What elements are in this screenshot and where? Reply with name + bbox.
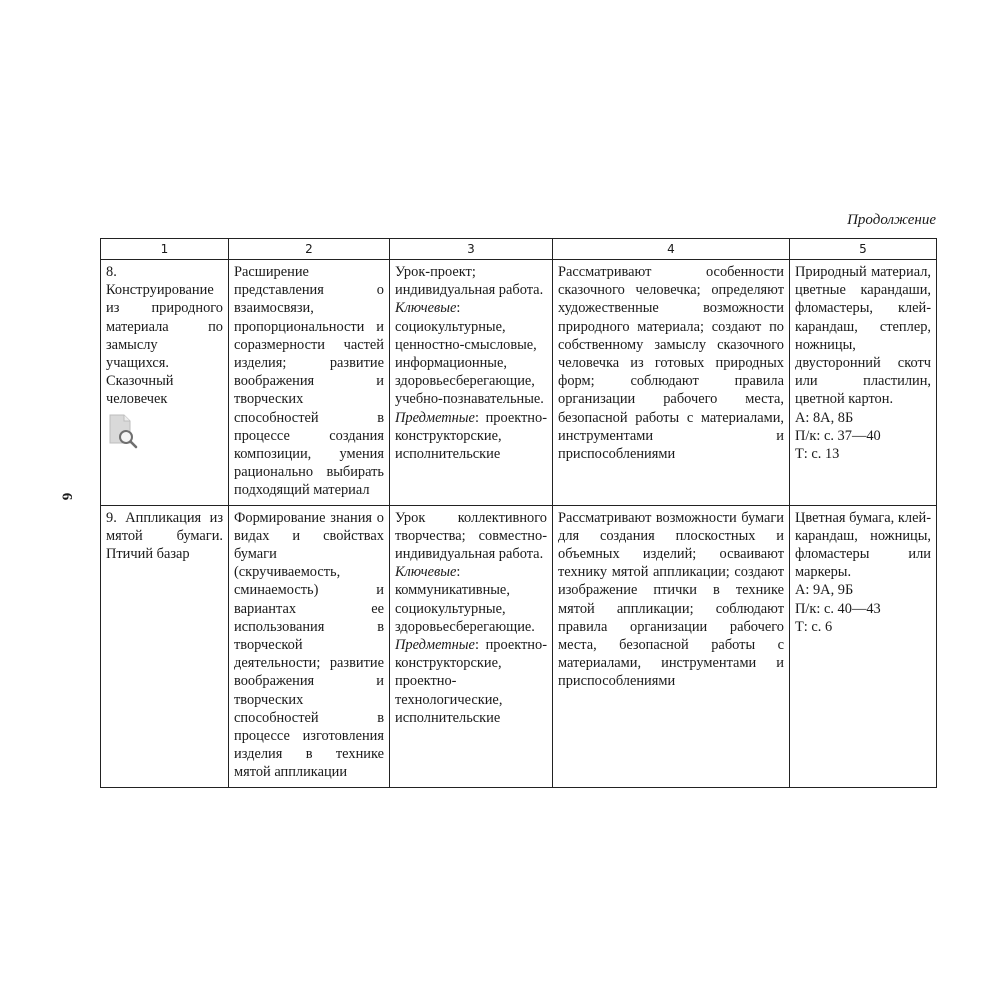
continuation-label: Продолжение	[847, 212, 936, 228]
album-reference: А: 8А, 8Б	[795, 409, 854, 426]
lesson-plan-table	[100, 238, 937, 788]
lesson-topic-cell	[101, 505, 229, 787]
textbook-reference: П/к: с. 40—43	[795, 600, 881, 617]
student-activities-cell	[553, 505, 790, 787]
subject-competencies	[395, 636, 547, 727]
key-label: Ключевые	[395, 300, 457, 317]
lesson-goals: Расширение представления о взаимосвязи, пропорциональности и соразмерности частей изделия; развитие воображения и творческих способностей в процессе создания композиции, умения рационально выбирать подходящий материал	[234, 264, 384, 499]
materials-list: Цветная бумага, клей-карандаш, ножницы, фломастеры или маркеры.	[795, 509, 931, 581]
album-reference: А: 9А, 9Б	[795, 582, 854, 599]
table-header-row	[101, 239, 937, 260]
materials-cell	[790, 260, 937, 506]
column-header: 3	[390, 239, 553, 260]
lesson-type: Урок-проект; индивидуальная работа.	[395, 264, 544, 299]
materials-list: Природный материал, цветные карандаши, фломастеры, клей-карандаш, степлер, ножницы, двусторонний скотч или пластилин, цветной картон.	[795, 264, 931, 408]
workbook-reference: Т: с. 6	[795, 618, 833, 635]
lesson-topic: 9. Аппликация из мятой бумаги. Птичий базар	[106, 509, 223, 563]
subject-text: : проектно-конструкторские, проектно-технологические, исполнительские	[395, 637, 547, 726]
lesson-topic: 8. Конструирование из природного материала по замыслу учащихся. Сказочный человечек	[106, 264, 223, 408]
lesson-type-cell	[390, 260, 553, 506]
key-label: Ключевые	[395, 564, 457, 581]
table-row	[101, 260, 937, 506]
subject-label: Предметные	[395, 637, 475, 654]
subject-competencies	[395, 409, 547, 464]
key-text: : социокультурные, ценностно-смысловые, информационные, здоровьесберегающие, учебно-познавательные.	[395, 300, 544, 408]
key-competencies	[395, 563, 547, 636]
column-header: 2	[229, 239, 390, 260]
lesson-goals-cell	[229, 260, 390, 506]
lesson-topic-cell	[101, 260, 229, 506]
document-search-icon[interactable]	[106, 413, 140, 449]
textbook-reference: П/к: с. 37—40	[795, 427, 881, 444]
student-activities: Рассматривают возможности бумаги для создания плоскостных и объемных изделий; осваивают технику мятой аппликации; создают изображение птички в технике мятой аппликации; соблюдают правила организации рабочего места, безопасной работы с материалами, инструментами и приспособлениями	[558, 509, 784, 690]
lesson-goals-cell	[229, 505, 390, 787]
student-activities: Рассматривают особенности сказочного человечка; определяют художественные возможности природного материала; создают по собственному замыслу сказочного человечка из готовых природных форм; соблюдают правила организации рабочего места, безопасной работы с материалами, инструментами и приспособлениями	[558, 264, 784, 463]
column-header: 1	[101, 239, 229, 260]
lesson-type-cell	[390, 505, 553, 787]
column-header: 5	[790, 239, 937, 260]
page-number: 6	[58, 492, 75, 501]
subject-text: : проектно-конструкторские, исполнительские	[395, 409, 547, 463]
lesson-type: Урок коллективного творчества; совместно-индивидуальная работа.	[395, 509, 547, 563]
key-text: : коммуникативные, социокультурные, здоровьесберегающие.	[395, 564, 535, 635]
student-activities-cell	[553, 260, 790, 506]
subject-label: Предметные	[395, 409, 475, 426]
lesson-goals: Формирование знания о видах и свойствах бумаги (скручиваемость, сминаемость) и вариантах ее использования в творческой деятельности; развитие воображения и творческих способностей в процессе изготовления изделия в технике мятой аппликации	[234, 509, 384, 781]
column-header: 4	[553, 239, 790, 260]
table-row	[101, 505, 937, 787]
materials-cell	[790, 505, 937, 787]
key-competencies	[395, 299, 547, 408]
workbook-reference: Т: с. 13	[795, 446, 840, 463]
